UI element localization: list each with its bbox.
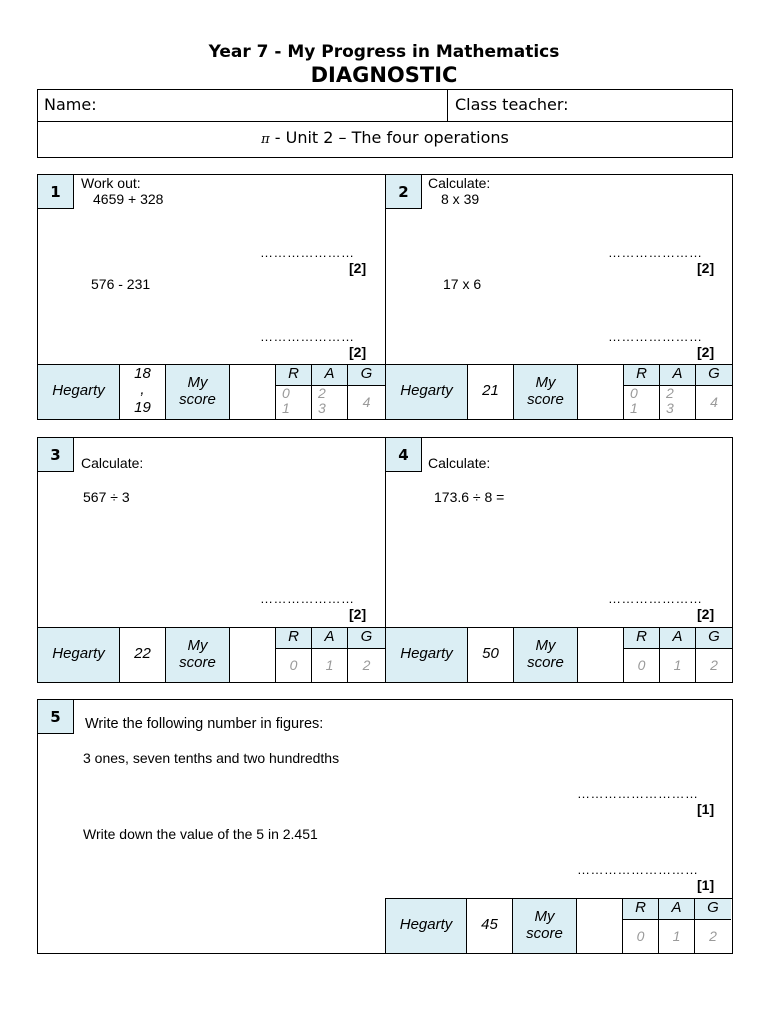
rag-r-score: 0 xyxy=(636,928,645,944)
name-label: Name: xyxy=(44,95,97,114)
question-instruction: Write the following number in figures: xyxy=(85,716,324,732)
rag-a-score: 1 xyxy=(325,657,334,673)
rag-a-header: A xyxy=(660,365,696,386)
hegarty-label-cell xyxy=(386,628,468,682)
answer-line[interactable]: ………………… xyxy=(260,591,355,606)
rag-g-cell[interactable] xyxy=(348,649,385,682)
hegarty-code: 19 xyxy=(134,399,151,416)
question-part-b: Write down the value of the 5 in 2.451 xyxy=(83,826,318,842)
rag-g-score: 2 xyxy=(362,657,371,673)
rag-g-score: 2 xyxy=(710,657,718,673)
my-score-label-cell xyxy=(514,365,578,419)
question-number: 3 xyxy=(38,438,74,472)
rag-r-score: 0 xyxy=(637,657,646,673)
pi-symbol: π xyxy=(261,132,270,147)
hegarty-code: 50 xyxy=(482,645,499,662)
question-instruction: Calculate: xyxy=(428,455,491,471)
rag-g-score: 4 xyxy=(710,394,718,410)
rag-a-cell[interactable] xyxy=(659,920,695,953)
my-score-label-cell xyxy=(514,628,578,682)
hegarty-code-cell xyxy=(120,365,166,419)
question-part-a: 3 ones, seven tenths and two hundredths xyxy=(83,750,340,766)
rag-g-cell[interactable] xyxy=(696,649,732,682)
question-part-a: 567 ÷ 3 xyxy=(83,489,130,505)
hegarty-code-cell xyxy=(468,628,514,682)
score-strip xyxy=(386,627,732,682)
my-score-input[interactable] xyxy=(577,899,623,953)
my-score-input[interactable] xyxy=(230,365,276,419)
my-score-label-cell xyxy=(166,628,230,682)
hegarty-label: Hegarty xyxy=(52,645,105,662)
rag-g-header: G xyxy=(696,628,732,649)
marks-label: [1] xyxy=(697,801,715,817)
rag-a-score: 2 xyxy=(318,385,326,401)
my-score-label: My xyxy=(535,374,556,391)
q5-block xyxy=(37,699,733,954)
marks-label: [2] xyxy=(697,606,715,622)
my-score-label: score xyxy=(527,391,564,408)
my-score-label: score xyxy=(527,654,564,671)
unit-title xyxy=(38,128,732,147)
page-title: Year 7 - My Progress in Mathematics xyxy=(208,42,560,62)
marks-label: [2] xyxy=(697,344,715,360)
rag-a-header: A xyxy=(312,628,348,649)
my-score-label-cell xyxy=(166,365,230,419)
rag-g-score: 4 xyxy=(362,394,371,410)
my-score-input[interactable] xyxy=(578,365,624,419)
rag-g-cell[interactable] xyxy=(696,386,732,419)
my-score-label: My xyxy=(187,374,208,391)
rag-r-score: 0 xyxy=(630,385,638,401)
answer-line[interactable]: ……………………… xyxy=(577,786,699,801)
hegarty-label-cell xyxy=(38,628,120,682)
rag-a-header: A xyxy=(660,628,696,649)
rag-r-score: 0 xyxy=(282,385,290,401)
my-score-label: My xyxy=(535,637,556,654)
answer-line[interactable]: ………………… xyxy=(608,245,703,260)
answer-line[interactable]: ………………… xyxy=(260,245,355,260)
my-score-label: score xyxy=(526,925,563,942)
rag-r-header: R xyxy=(624,628,660,649)
rag-g-header: G xyxy=(348,365,385,386)
hegarty-code-cell xyxy=(467,899,513,953)
hegarty-code-cell xyxy=(468,365,514,419)
page-subtitle: DIAGNOSTIC xyxy=(310,63,458,87)
question-number: 1 xyxy=(38,175,74,209)
my-score-label: score xyxy=(179,391,216,408)
header-divider xyxy=(447,90,448,121)
rag-a-cell[interactable] xyxy=(312,386,348,419)
my-score-label: My xyxy=(187,637,208,654)
my-score-input[interactable] xyxy=(578,628,624,682)
rag-a-score: 2 xyxy=(666,385,674,401)
rag-a-cell[interactable] xyxy=(312,649,348,682)
question-part-a: 8 x 39 xyxy=(441,191,480,207)
my-score-label-cell xyxy=(513,899,577,953)
rag-g-score: 2 xyxy=(709,928,717,944)
hegarty-label-cell xyxy=(386,365,468,419)
my-score-label: My xyxy=(534,908,555,925)
hegarty-code: 45 xyxy=(481,916,498,933)
question-number: 5 xyxy=(38,700,74,734)
score-strip xyxy=(38,364,386,419)
rag-r-cell[interactable] xyxy=(624,649,660,682)
hegarty-code: 21 xyxy=(482,382,499,399)
question-number: 2 xyxy=(386,175,422,209)
q3-q4-block xyxy=(37,437,733,683)
my-score-input[interactable] xyxy=(230,628,276,682)
rag-a-score: 3 xyxy=(666,400,674,416)
rag-r-score: 1 xyxy=(282,400,290,416)
question-instruction: Calculate: xyxy=(81,455,144,471)
hegarty-label: Hegarty xyxy=(400,645,453,662)
hegarty-label: Hegarty xyxy=(399,916,453,933)
hegarty-code: 18 xyxy=(134,365,151,382)
my-score-label: score xyxy=(179,654,216,671)
score-strip xyxy=(386,364,732,419)
class-teacher-label: Class teacher: xyxy=(455,95,569,114)
student-header xyxy=(37,89,733,158)
header-row xyxy=(38,90,732,122)
rag-r-cell[interactable] xyxy=(276,386,312,419)
hegarty-label: Hegarty xyxy=(52,382,105,399)
hegarty-code-cell xyxy=(120,628,166,682)
marks-label: [2] xyxy=(349,606,367,622)
hegarty-label-cell xyxy=(386,899,467,953)
rag-g-header: G xyxy=(696,365,732,386)
score-strip xyxy=(38,627,386,682)
q1-q2-block xyxy=(37,174,733,420)
marks-label: [2] xyxy=(697,260,715,276)
rag-r-score: 0 xyxy=(289,657,298,673)
rag-a-cell[interactable] xyxy=(660,386,696,419)
answer-line[interactable]: ………………… xyxy=(608,329,703,344)
rag-r-header: R xyxy=(623,899,659,920)
rag-r-header: R xyxy=(624,365,660,386)
rag-r-score: 1 xyxy=(630,400,638,416)
question-part-b: 576 - 231 xyxy=(91,276,151,292)
hegarty-code: , xyxy=(140,381,145,398)
question-part-b: 17 x 6 xyxy=(443,276,482,292)
hegarty-label-cell xyxy=(38,365,120,419)
score-strip xyxy=(385,898,732,953)
rag-a-score: 3 xyxy=(318,400,326,416)
question-part-a: 173.6 ÷ 8 = xyxy=(434,489,505,505)
rag-r-header: R xyxy=(276,365,312,386)
rag-a-cell[interactable] xyxy=(660,649,696,682)
question-instruction: Work out: xyxy=(81,175,141,191)
rag-r-cell[interactable] xyxy=(276,649,312,682)
rag-r-cell[interactable] xyxy=(623,920,659,953)
question-instruction: Calculate: xyxy=(428,175,491,191)
rag-g-cell[interactable] xyxy=(348,386,385,419)
answer-line[interactable]: ………………… xyxy=(608,591,703,606)
rag-r-header: R xyxy=(276,628,312,649)
question-number: 4 xyxy=(386,438,422,472)
marks-label: [2] xyxy=(349,260,367,276)
answer-line[interactable]: ……………………… xyxy=(577,862,699,877)
rag-a-score: 1 xyxy=(672,928,681,944)
hegarty-code: 22 xyxy=(134,645,151,662)
rag-a-header: A xyxy=(659,899,695,920)
rag-r-cell[interactable] xyxy=(624,386,660,419)
rag-g-header: G xyxy=(695,899,731,920)
marks-label: [2] xyxy=(349,344,367,360)
marks-label: [1] xyxy=(697,877,715,893)
question-part-a: 4659 + 328 xyxy=(93,191,164,207)
rag-g-cell[interactable] xyxy=(695,920,731,953)
rag-a-score: 1 xyxy=(673,657,682,673)
rag-g-header: G xyxy=(348,628,385,649)
answer-line[interactable]: ………………… xyxy=(260,329,355,344)
hegarty-label: Hegarty xyxy=(400,382,453,399)
unit-text: - Unit 2 – The four operations xyxy=(269,128,509,147)
rag-a-header: A xyxy=(312,365,348,386)
